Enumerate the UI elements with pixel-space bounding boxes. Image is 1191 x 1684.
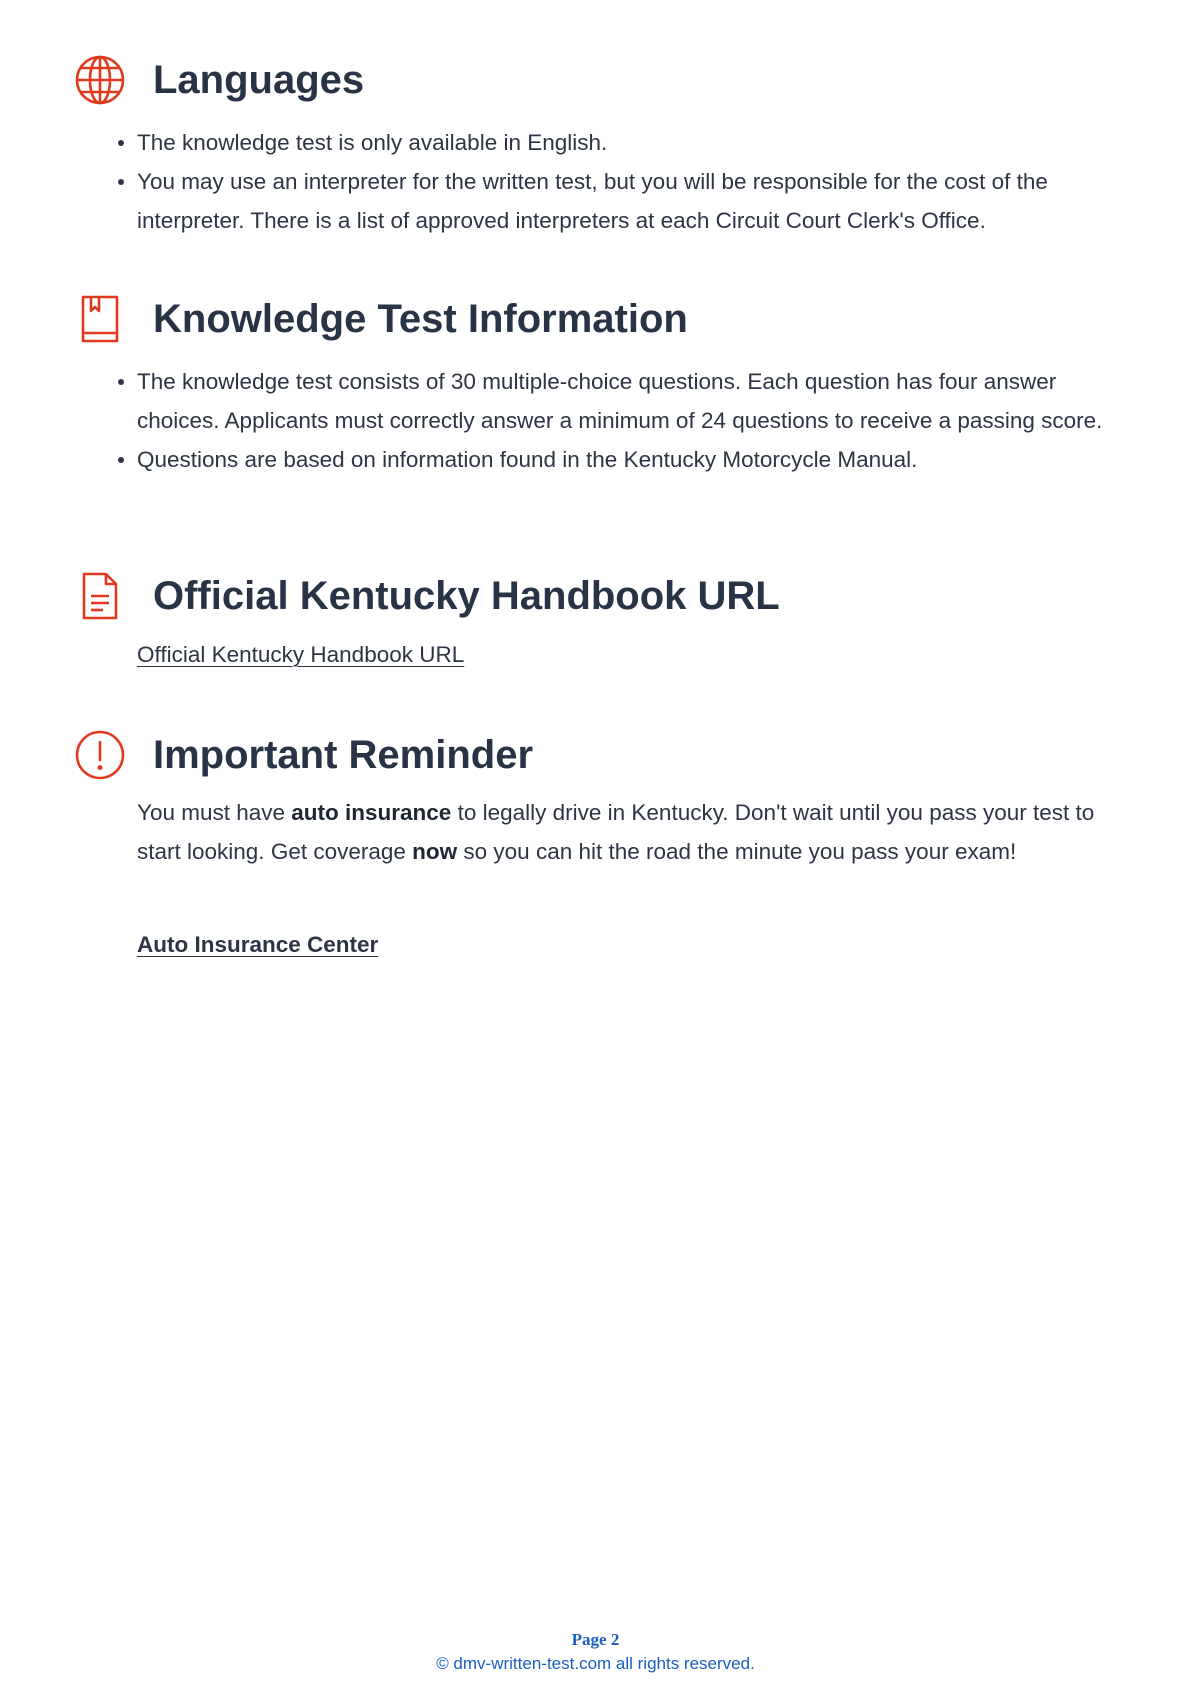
copyright: © dmv-written-test.com all rights reserved. [436, 1654, 755, 1673]
page-number: Page 2 [571, 1630, 620, 1649]
reminder-section [0, 725, 1191, 957]
handbook-title: Official Kentucky Handbook URL [153, 574, 780, 618]
book-icon [74, 293, 126, 345]
knowledge-title: Knowledge Test Information [153, 297, 688, 341]
handbook-link-row [137, 635, 1127, 674]
handbook-section [0, 566, 1191, 667]
reminder-bold-insurance: auto insurance [291, 800, 452, 825]
list-item: The knowledge test consists of 30 multiple-choice questions. Each question has four answer choices. Applicants must correctly answer a minimum of 24 questions to receive a passing score. [137, 362, 1137, 440]
languages-section [0, 50, 1191, 233]
reminder-title: Important Reminder [153, 733, 534, 777]
knowledge-section [0, 289, 1191, 472]
knowledge-list [137, 362, 1137, 479]
reminder-text-part: so you can hit the road the minute you pass your exam! [457, 839, 1017, 864]
list-item: The knowledge test is only available in English. [137, 123, 1137, 162]
list-item: Questions are based on information found in the Kentucky Motorcycle Manual. [137, 440, 1137, 479]
handbook-link[interactable]: Official Kentucky Handbook URL [137, 642, 465, 667]
languages-title: Languages [153, 58, 365, 102]
reminder-text-part: You must have [137, 800, 292, 825]
document-icon [74, 570, 126, 622]
reminder-text [137, 793, 1127, 871]
auto-insurance-link[interactable]: Auto Insurance Center [137, 932, 379, 957]
list-item: You may use an interpreter for the written test, but you will be responsible for the cost of the interpreter. There is a list of approved interpreters at each Circuit Court Clerk's Office. [137, 162, 1137, 240]
languages-list [137, 123, 1137, 240]
reminder-text-part: to legally drive in Kentucky. Don't wait until you pass your test to start looking. Get coverage [137, 800, 1095, 864]
globe-icon [74, 54, 126, 106]
reminder-bold-now: now [412, 839, 458, 864]
alert-circle-icon [74, 729, 126, 781]
page-footer [0, 1629, 1191, 1677]
auto-insurance-row [137, 925, 1127, 964]
